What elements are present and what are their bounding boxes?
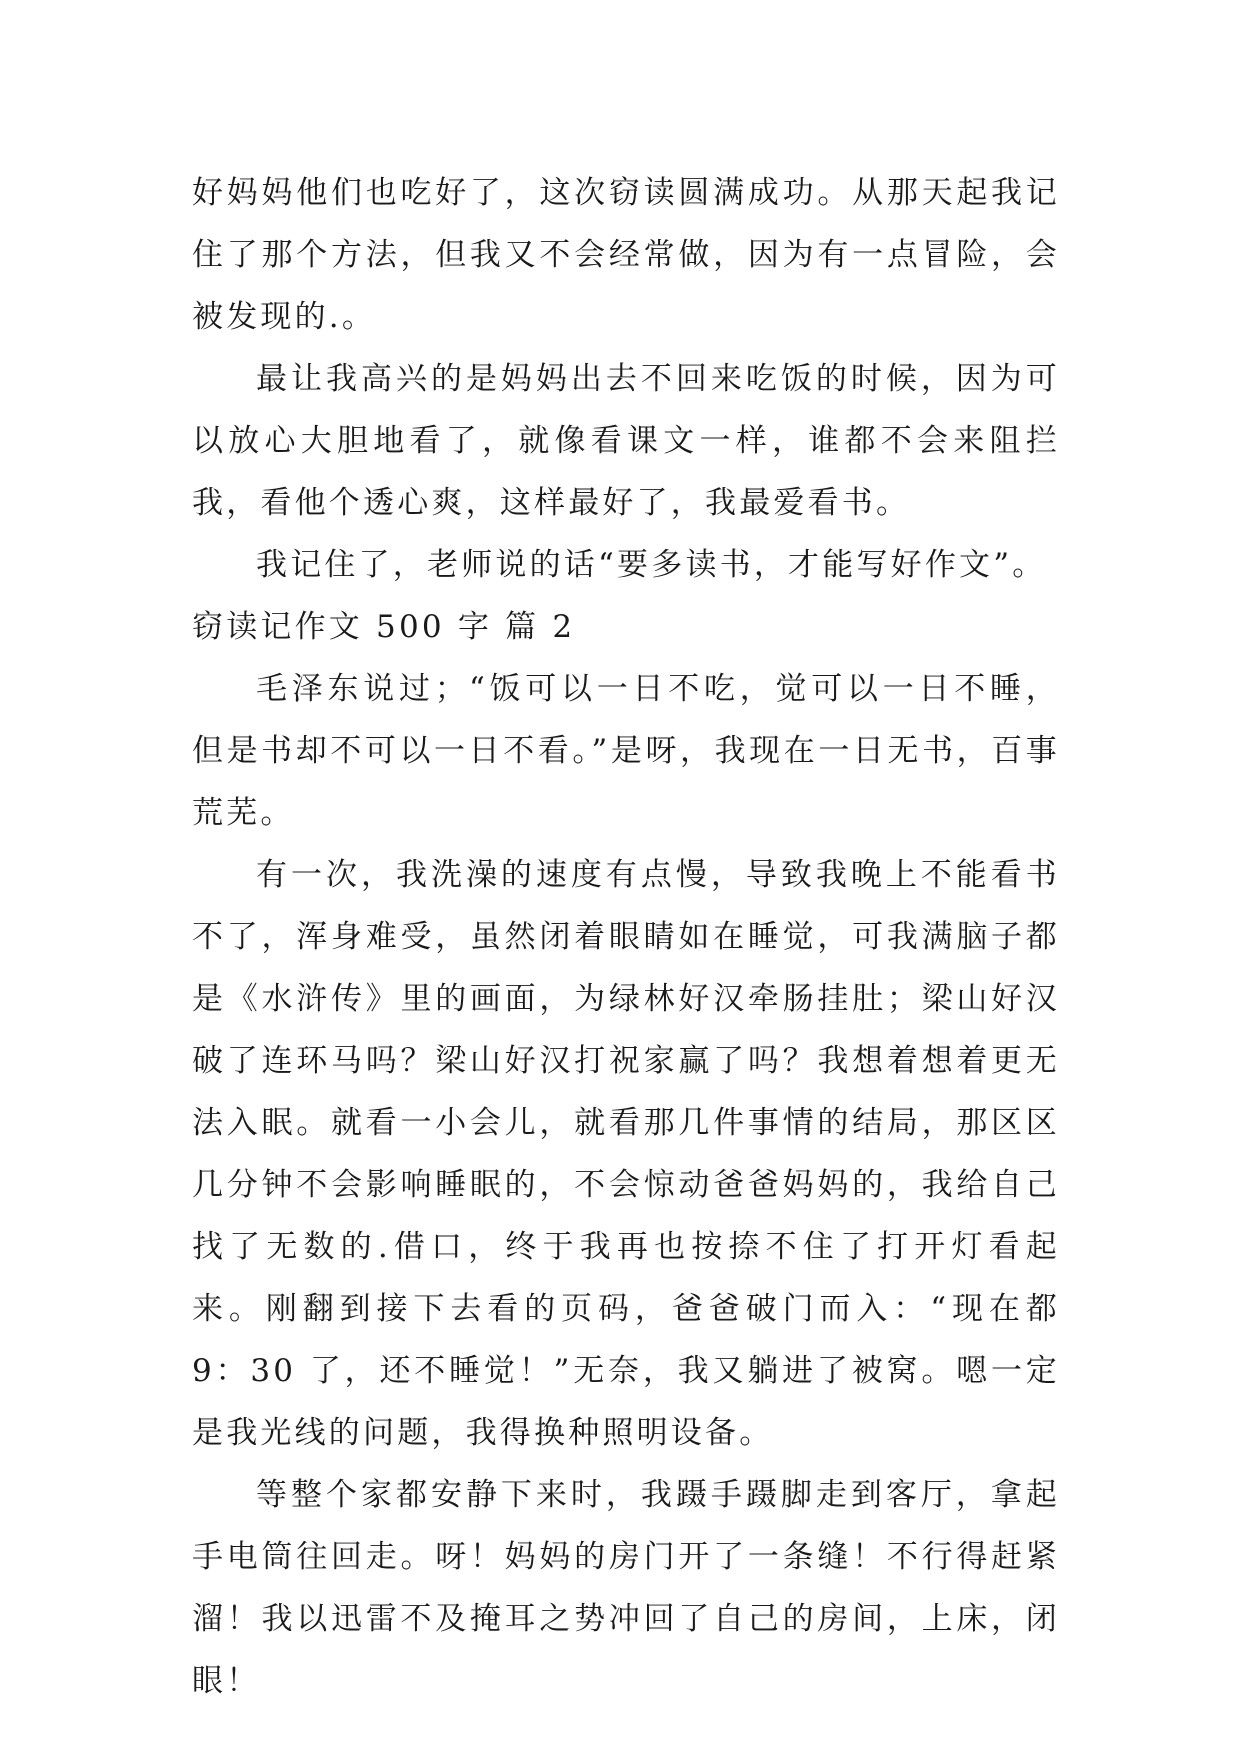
paragraph-2: 最让我高兴的是妈妈出去不回来吃饭的时候，因为可以放心大胆地看了，就像看课文一样，谁都不会来阻拦我，看他个透心爽，这样最好了，我最爱看书。 bbox=[192, 361, 1060, 521]
paragraph-4: 毛泽东说过；“饭可以一日不吃，觉可以一日不睡，但是书却不可以一日不看。”是呀，我现在一日无书，百事荒芜。 bbox=[192, 671, 1060, 831]
document-body bbox=[192, 162, 1060, 1712]
section-heading: 窃读记作文 500 字 篇 2 bbox=[192, 609, 576, 645]
paragraph-5: 有一次，我洗澡的速度有点慢，导致我晚上不能看书不了，浑身难受，虽然闭着眼睛如在睡觉，可我满脑子都是《水浒传》里的画面，为绿林好汉牵肠挂肚；梁山好汉破了连环马吗？梁山好汉打祝家赢了吗？我想着想着更无法入眠。就看一小会儿，就看那几件事情的结局，那区区几分钟不会影响睡眠的，不会惊动爸爸妈妈的，我给自己找了无数的.借口，终于我再也按捺不住了打开灯看起来。刚翻到接下去看的页码，爸爸破门而入：“现在都 9：30 了，还不睡觉！”无奈，我又躺进了被窝。嗯一定是我光线的问题，我得换种照明设备。 bbox=[192, 857, 1060, 1451]
paragraph-6: 等整个家都安静下来时，我蹑手蹑脚走到客厅，拿起手电筒往回走。呀！妈妈的房门开了一条缝！不行得赶紧溜！我以迅雷不及掩耳之势冲回了自己的房间，上床，闭眼！ bbox=[192, 1477, 1060, 1699]
paragraph-3: 我记住了，老师说的话“要多读书，才能写好作文”。 bbox=[256, 547, 1047, 583]
paragraph-1: 好妈妈他们也吃好了，这次窃读圆满成功。从那天起我记住了那个方法，但我又不会经常做，因为有一点冒险，会被发现的.。 bbox=[192, 175, 1060, 335]
